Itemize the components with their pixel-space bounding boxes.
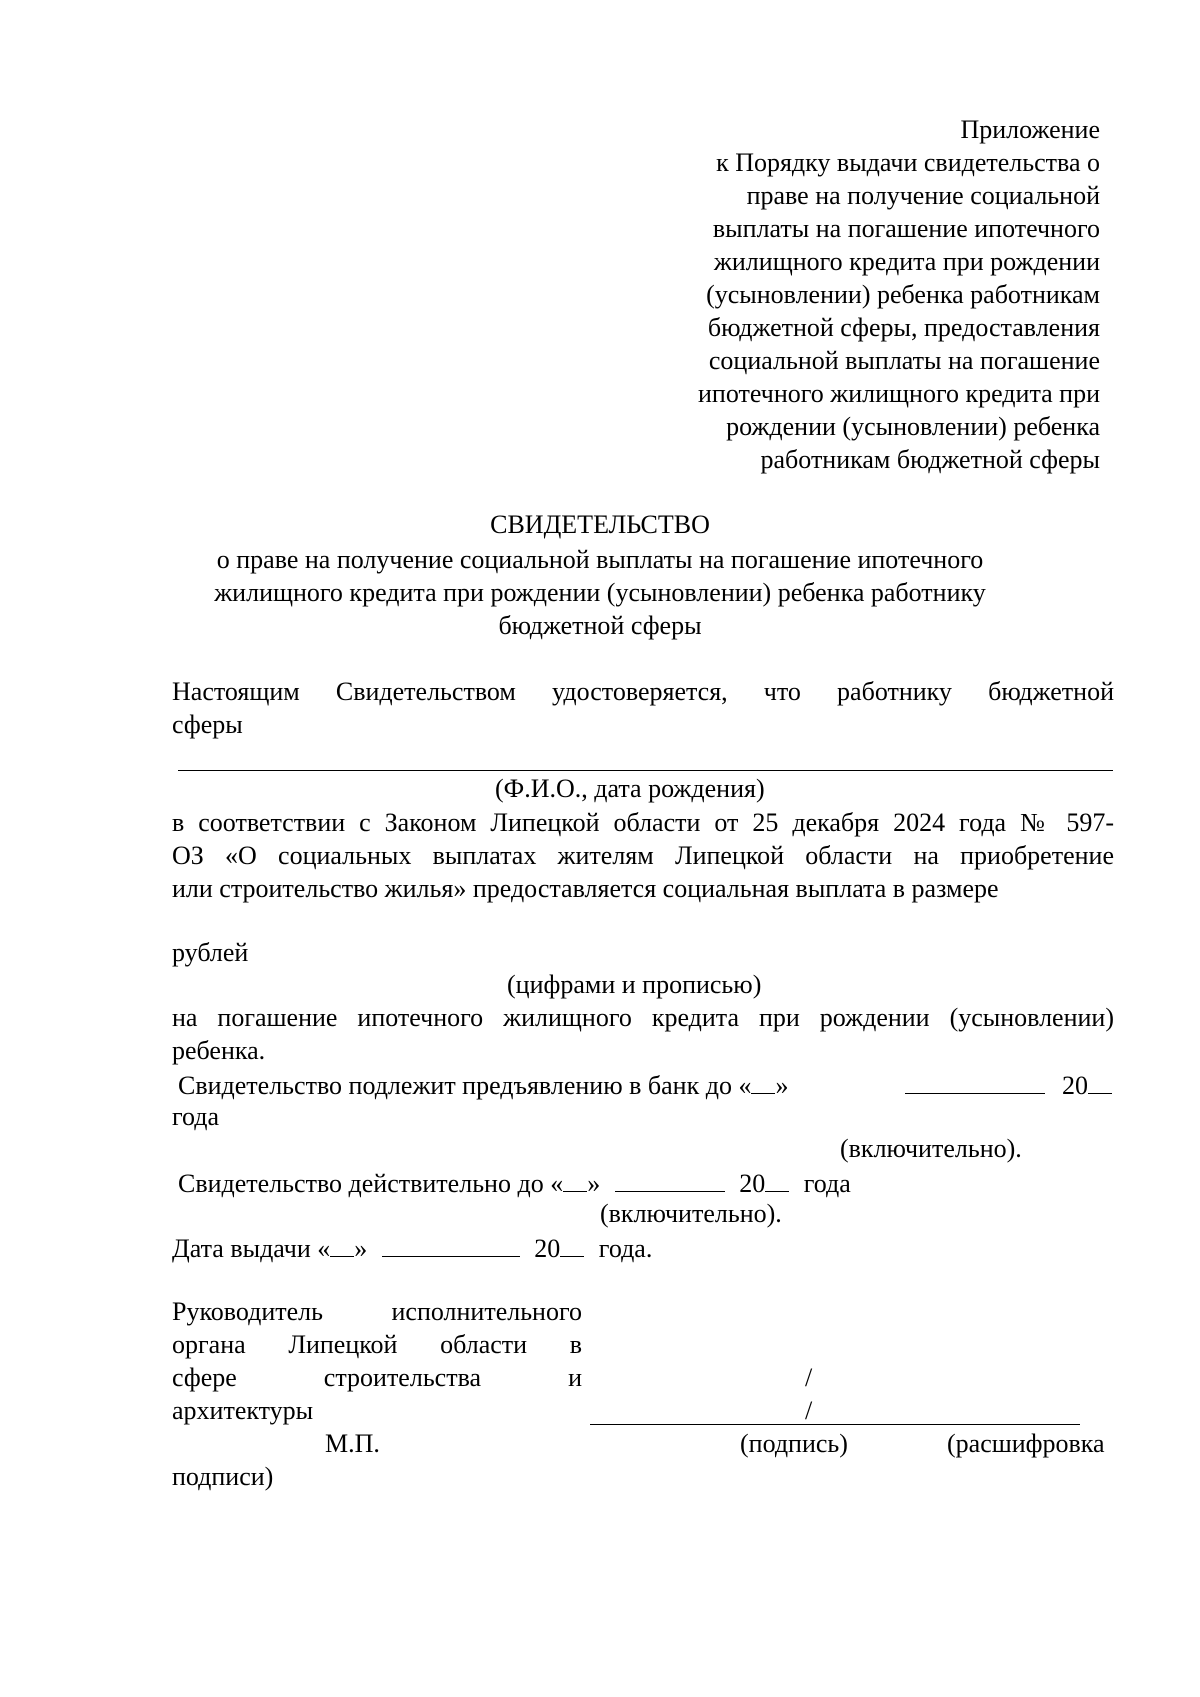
valid-text: Свидетельство действительно до « [178, 1169, 564, 1198]
signature-slash: / [805, 1396, 813, 1425]
valid-until-text [178, 1167, 851, 1199]
fio-caption: (Ф.И.О., дата рождения) [495, 774, 765, 803]
present-month-blank [905, 1069, 1045, 1094]
valid-year-prefix: 20 [739, 1169, 766, 1198]
present-year-blank [1088, 1069, 1112, 1094]
document-title: СВИДЕТЕЛЬСТВО [490, 510, 710, 539]
present-year-word: года [172, 1102, 220, 1131]
present-deadline-text [178, 1069, 788, 1101]
issue-year-prefix: 20 [534, 1234, 561, 1263]
document-subtitle-line: бюджетной сферы [498, 611, 702, 640]
valid-inclusive: (включительно). [600, 1199, 782, 1228]
appendix-line: работникам бюджетной сферы [760, 445, 1100, 474]
present-day-blank [751, 1069, 775, 1094]
law-line: в соответствии с Законом Липецкой области от 25 декабря 2024 года № 597- [172, 808, 1114, 837]
appendix-line: бюджетной сферы, предоставления [707, 313, 1100, 342]
appendix-line: социальной выплаты на погашение [708, 346, 1100, 375]
appendix-line: праве на получение социальной [746, 181, 1100, 210]
law-line: ОЗ «О социальных выплатах жителям Липецкой области на приобретение [172, 841, 1114, 870]
present-year-prefix: 20 [1062, 1071, 1088, 1100]
signature-line [590, 1424, 1080, 1425]
signatory-line: архитектуры [172, 1396, 314, 1425]
present-quote: » [775, 1071, 789, 1100]
valid-month-blank [615, 1167, 725, 1192]
appendix-line: рождении (усыновлении) ребенка [726, 412, 1100, 441]
issue-date-text [172, 1232, 652, 1264]
signature-decode-caption-cont: подписи) [172, 1462, 274, 1491]
signatory-line: органа Липецкой области в [172, 1330, 582, 1359]
valid-day-blank [563, 1167, 587, 1192]
appendix-line: жилищного кредита при рождении [713, 247, 1100, 276]
fio-field-line [178, 770, 1113, 771]
signatory-line: Руководитель исполнительного [172, 1297, 582, 1326]
appendix-line: к Порядку выдачи свидетельства о [716, 148, 1100, 177]
signature-decode-caption: (расшифровка [947, 1429, 1105, 1458]
stamp-label: М.П. [325, 1429, 380, 1458]
signature-caption: (подпись) [740, 1429, 848, 1458]
appendix-line: выплаты на погашение ипотечного [712, 214, 1100, 243]
signature-slash: / [805, 1363, 813, 1392]
issue-text: Дата выдачи « [172, 1234, 331, 1263]
issue-year-blank [560, 1232, 584, 1257]
purpose-line: ребенка. [172, 1036, 266, 1065]
valid-year-blank [765, 1167, 789, 1192]
present-inclusive: (включительно). [840, 1134, 1022, 1163]
law-line: или строительство жилья» предоставляется социальная выплата в размере [172, 874, 999, 903]
document-subtitle-line: жилищного кредита при рождении (усыновлении) ребенка работнику [214, 578, 986, 607]
issue-day-blank [330, 1232, 354, 1257]
appendix-line: (усыновлении) ребенка работникам [706, 280, 1100, 309]
intro-line: Настоящим Свидетельством удостоверяется, что работнику бюджетной [172, 677, 1114, 706]
present-text: Свидетельство подлежит предъявлению в банк до « [178, 1071, 752, 1100]
rubles-label: рублей [172, 938, 249, 967]
appendix-line: ипотечного жилищного кредита при [698, 379, 1100, 408]
issue-month-blank [382, 1232, 520, 1257]
present-year [1062, 1069, 1112, 1101]
intro-line: сферы [172, 710, 243, 739]
amount-caption: (цифрами и прописью) [507, 970, 762, 999]
purpose-line: на погашение ипотечного жилищного кредита при рождении (усыновлении) [172, 1003, 1114, 1032]
valid-quote: » [587, 1169, 601, 1198]
appendix-line: Приложение [960, 115, 1100, 144]
signatory-line: сфере строительства и [172, 1363, 582, 1392]
valid-year-suffix: года [803, 1169, 851, 1198]
issue-year-suffix: года. [598, 1234, 653, 1263]
document-subtitle-line: о праве на получение социальной выплаты на погашение ипотечного [216, 545, 984, 574]
issue-quote: » [354, 1234, 368, 1263]
